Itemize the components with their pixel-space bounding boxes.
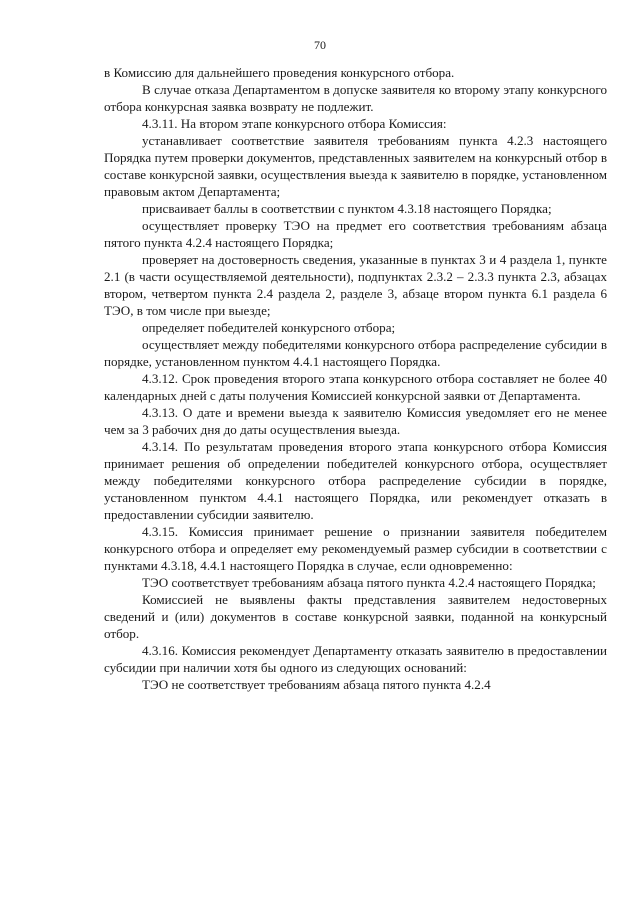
paragraph: Комиссией не выявлены факты представления заявителем недостоверных сведений и (или) документов в составе конкурсной заявки, поданной на конкурсный отбор.: [104, 592, 607, 641]
paragraph: 4.3.14. По результатам проведения второго этапа конкурсного отбора Комиссия принимает решения об определении победителей конкурсного отбора, осуществляет между победителями конкурсного отбора распределение субсидии в порядке, установленном пунктом 4.4.1 настоящего Порядка, или рекомендует отказать в предоставлении субсидии заявителю.: [104, 439, 607, 522]
paragraph: в Комиссию для дальнейшего проведения конкурсного отбора.: [104, 65, 455, 80]
paragraph: 4.3.12. Срок проведения второго этапа конкурсного отбора составляет не более 40 календарных дней с даты получения Комиссией конкурсной заявки от Департамента.: [104, 371, 607, 403]
paragraph: определяет победителей конкурсного отбора;: [142, 320, 396, 335]
paragraph: 4.3.13. О дате и времени выезда к заявителю Комиссия уведомляет его не менее чем за 3 рабочих дня до даты осуществления выезда.: [104, 405, 607, 437]
paragraph: осуществляет проверку ТЭО на предмет его соответствия требованиям абзаца пятого пункта 4.2.4 настоящего Порядка;: [104, 218, 607, 250]
paragraph: ТЭО соответствует требованиям абзаца пятого пункта 4.2.4 настоящего Порядка;: [142, 575, 596, 590]
paragraph: устанавливает соответствие заявителя требованиям пункта 4.2.3 настоящего Порядка путем проверки документов, представленных заявителем на конкурсный отбор в составе конкурсной заявки, осуществления выезда к заявителю в порядке, установленном правовым актом Департамента;: [104, 133, 607, 199]
paragraph: проверяет на достоверность сведения, указанные в пунктах 3 и 4 раздела 1, пункте 2.1 (в части осуществляемой деятельности), подпунктах 2.3.2 – 2.3.3 пункта 2.3, абзацах втором, четвертом пункта 2.4 раздела 2, разделе 3, абзаце втором пункта 6.1 раздела 6 ТЭО, в том числе при выезде;: [104, 252, 607, 318]
paragraph: 4.3.16. Комиссия рекомендует Департаменту отказать заявителю в предоставлении субсидии при наличии хотя бы одного из следующих оснований:: [104, 643, 607, 675]
paragraph: В случае отказа Департаментом в допуске заявителя ко второму этапу конкурсного отбора конкурсная заявка возврату не подлежит.: [104, 82, 607, 114]
paragraph: ТЭО не соответствует требованиям абзаца пятого пункта 4.2.4: [142, 677, 491, 692]
paragraph: осуществляет между победителями конкурсного отбора распределение субсидии в порядке, установленном пунктом 4.4.1 настоящего Порядка.: [104, 337, 607, 369]
paragraph: присваивает баллы в соответствии с пунктом 4.3.18 настоящего Порядка;: [142, 201, 552, 216]
document-body: [104, 64, 607, 693]
paragraph: 4.3.11. На втором этапе конкурсного отбора Комиссия:: [142, 116, 447, 131]
page-number: 70: [314, 38, 326, 52]
paragraph: 4.3.15. Комиссия принимает решение о признании заявителя победителем конкурсного отбора и определяет ему рекомендуемый размер субсидии в соответствии с пунктами 4.3.18, 4.4.1 настоящего Порядка в случае, если одновременно:: [104, 524, 607, 573]
